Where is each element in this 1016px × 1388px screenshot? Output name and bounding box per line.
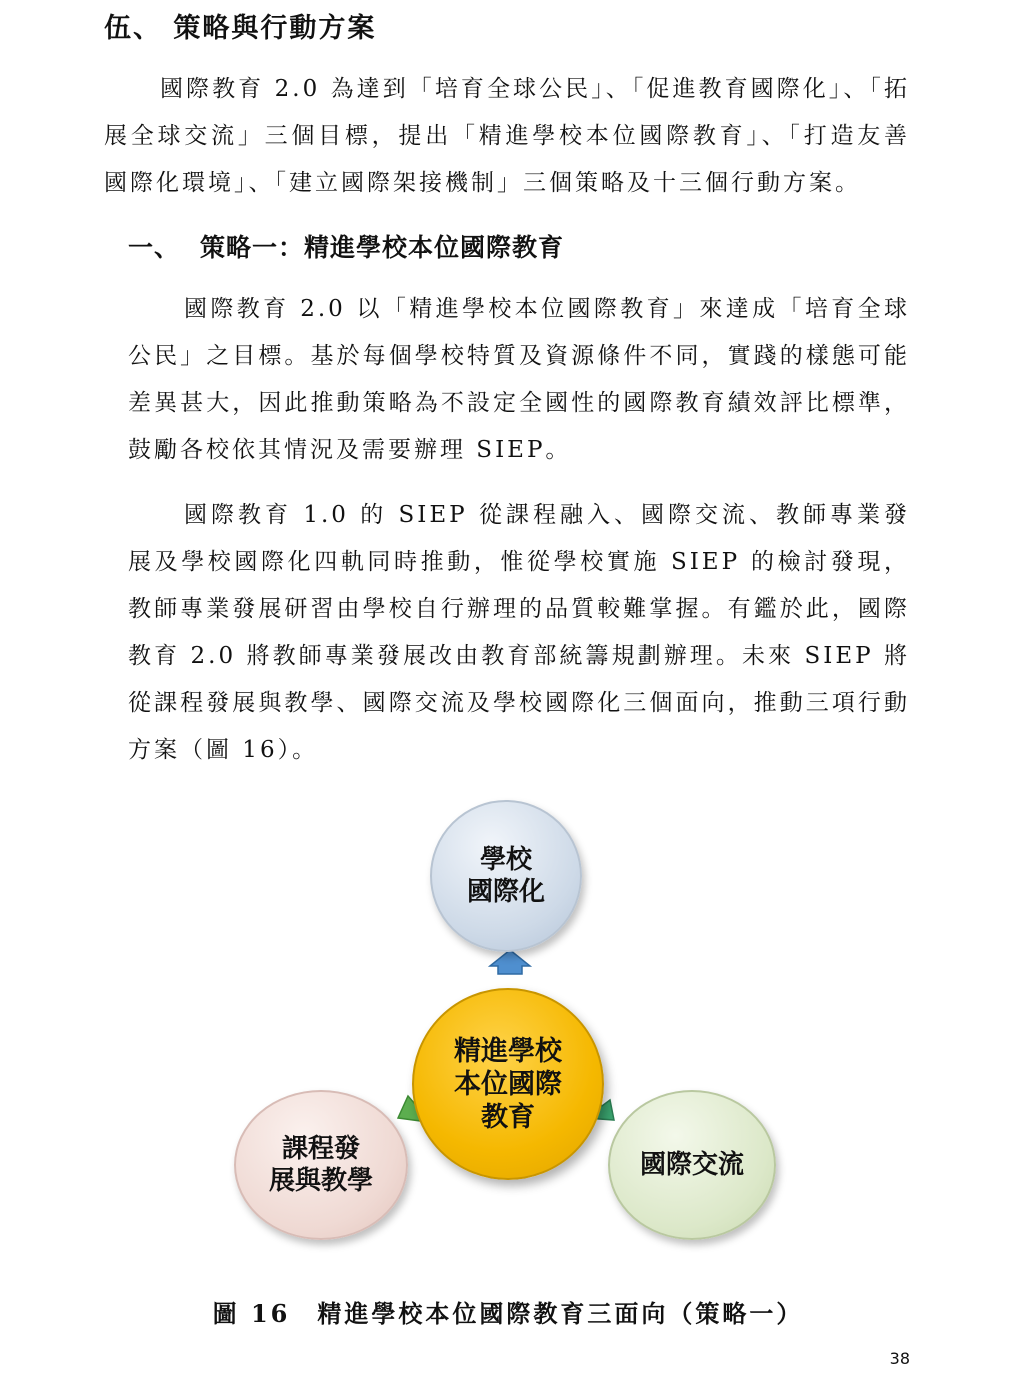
subsection-title: 策略一：精進學校本位國際教育	[200, 233, 565, 262]
section-heading: 伍、 策略與行動方案	[104, 13, 377, 44]
node-international-exchange: 國際交流	[608, 1090, 776, 1240]
strategy-paragraph-2: 國際教育 1.0 的 SIEP 從課程融入、國際交流、教師專業發展及學校國際化四軌同時推動，惟從學校實施 SIEP 的檢討發現，教師專業發展研習由學校自行辦理的品質較難掌握。有鑑於此，國際教育 2.0 將教師專業發展改由教育部統籌規劃辦理。未來 SIEP 將從課程發展與教學、國際交流及學校國際化三個面向，推動三項行動方案（圖 16）。	[128, 502, 910, 763]
node-curriculum-teaching: 課程發 展與教學	[234, 1090, 408, 1240]
figure-caption: 圖 16 精進學校本位國際教育三面向（策略一）	[212, 1299, 804, 1328]
arrow-up-icon	[490, 950, 530, 974]
node-center-strategy: 精進學校 本位國際 教育	[412, 988, 604, 1180]
subsection-heading	[128, 228, 564, 264]
strategy-paragraph-1: 國際教育 2.0 以「精進學校本位國際教育」來達成「培育全球公民」之目標。基於每個學校特質及資源條件不同，實踐的樣態可能差異甚大，因此推動策略為不設定全國性的國際教育績效評比標準，鼓勵各校依其情況及需要辦理 SIEP。	[128, 296, 910, 463]
figure-16-diagram	[200, 790, 820, 1270]
intro-paragraph: 國際教育 2.0 為達到「培育全球公民」、「促進教育國際化」、「拓展全球交流」三個目標，提出「精進學校本位國際教育」、「打造友善國際化環境」、「建立國際架接機制」三個策略及十三個行動方案。	[104, 76, 910, 196]
subsection-number: 一、	[128, 233, 181, 262]
node-school-internationalization: 學校 國際化	[430, 800, 582, 952]
page-number: 38	[889, 1349, 910, 1368]
